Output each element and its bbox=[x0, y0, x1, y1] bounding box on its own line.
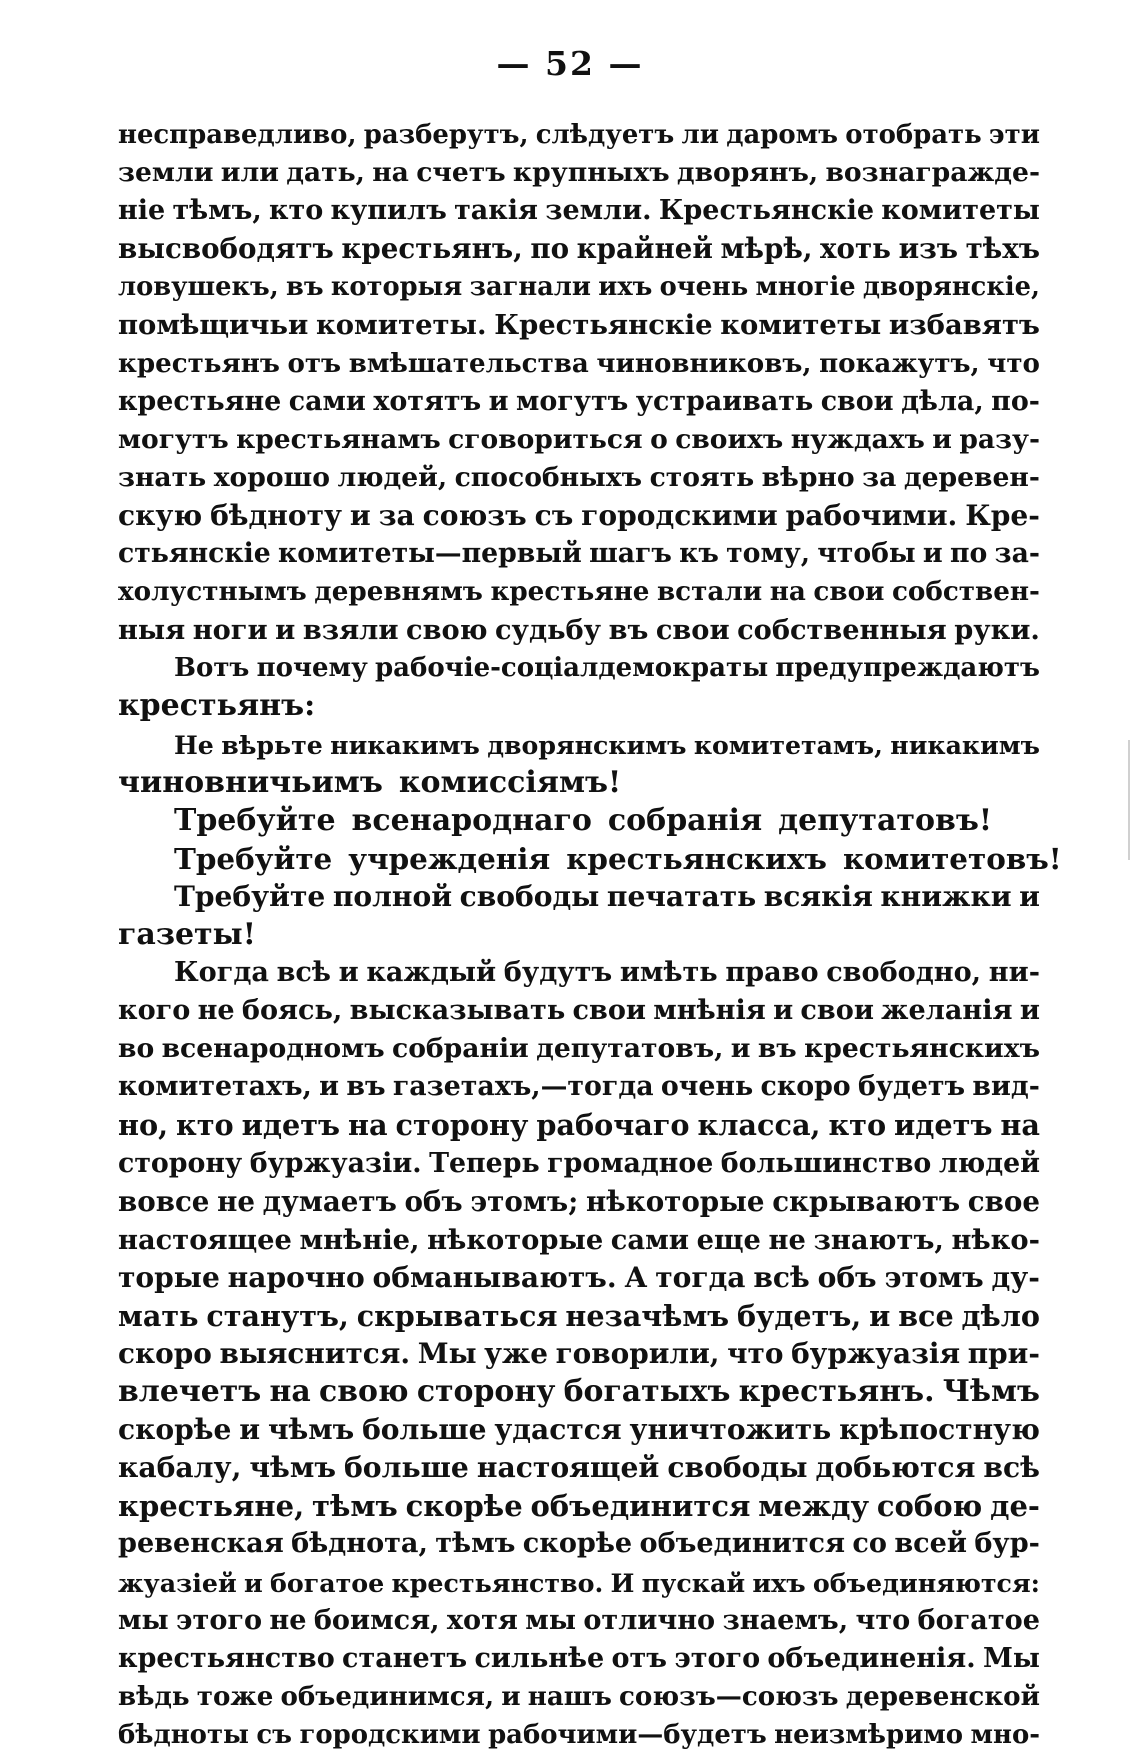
scan-edge-mark bbox=[1128, 740, 1130, 860]
text-line: чиновничьимъ комиссіямъ! bbox=[118, 764, 622, 800]
text-line: Требуйте полной свободы печатать всякія книжки и bbox=[174, 879, 1040, 913]
text-line: крестьянъ отъ вмѣшательства чиновниковъ, покажутъ, что bbox=[118, 347, 1040, 379]
text-line: скорѣе и чѣмъ больше удастся уничтожить крѣпостную bbox=[118, 1413, 1040, 1447]
text-line: Требуйте учрежденія крестьянскихъ комитетовъ! bbox=[174, 840, 1062, 876]
text-line: крестьянъ: bbox=[118, 688, 316, 724]
text-line: скоро выяснится. Мы уже говорили, что буржуазія при- bbox=[118, 1337, 1040, 1370]
text-line: кабалу, чѣмъ больше настоящей свободы добьются всѣ bbox=[118, 1451, 1040, 1485]
text-line: Не вѣрьте никакимъ дворянскимъ комитетамъ, никакимъ bbox=[174, 729, 1040, 760]
text-line: крестьяне, тѣмъ скорѣе объединится между собою де- bbox=[118, 1489, 1040, 1524]
text-line: крестьяне сами хотятъ и могутъ устраивать свои дѣла, по- bbox=[118, 385, 1040, 417]
text-line: земли или дать, на счетъ крупныхъ дворянъ, вознагражде- bbox=[118, 157, 1040, 189]
text-line: во всенародномъ собраніи депутатовъ, и въ крестьянскихъ bbox=[118, 1033, 1040, 1065]
text-line: Требуйте всенароднаго собранія депутатовъ! bbox=[174, 802, 993, 838]
text-line: вовсе не думаетъ объ этомъ; нѣкоторые скрываютъ свое bbox=[118, 1184, 1040, 1218]
text-line: знать хорошо людей, способныхъ стоять вѣрно за деревен- bbox=[118, 461, 1040, 493]
text-line: ніе тѣмъ, кто купилъ такія земли. Крестьянскіе комитеты bbox=[118, 195, 1040, 227]
text-line: стьянскіе комитеты—первый шагъ къ тому, чтобы и по за- bbox=[118, 538, 1040, 570]
text-line: сторону буржуазіи. Теперь громадное большинство людей bbox=[118, 1147, 1040, 1179]
text-line: торые нарочно обманываютъ. А тогда всѣ объ этомъ ду- bbox=[118, 1260, 1040, 1294]
text-line: бѣдноты съ городскими рабочими—будетъ неизмѣримо мно- bbox=[118, 1719, 1040, 1750]
text-line: жуазіей и богатое крестьянство. И пускай ихъ объединяются: bbox=[118, 1567, 1040, 1598]
text-line: могутъ крестьянамъ сговориться о своихъ нуждахъ и разу- bbox=[118, 423, 1040, 455]
text-line: ловушекъ, въ которыя загнали ихъ очень многіе дворянскіе, bbox=[118, 272, 1040, 303]
text-line: вѣдь тоже объединимся, и нашъ союзъ—союзъ деревенской bbox=[118, 1680, 1040, 1712]
text-line: ревенская бѣднота, тѣмъ скорѣе объединится со всей бур- bbox=[118, 1528, 1040, 1560]
page-number: — 52 — bbox=[496, 44, 644, 83]
text-line: высвободятъ крестьянъ, по крайней мѣрѣ, хоть изъ тѣхъ bbox=[118, 232, 1040, 266]
text-line: но, кто идетъ на сторону рабочаго класса, кто идетъ на bbox=[118, 1108, 1040, 1143]
text-line: крестьянство станетъ сильнѣе отъ этого объединенія. Мы bbox=[118, 1642, 1040, 1674]
text-line: влечетъ на свою сторону богатыхъ крестьянъ. Чѣмъ bbox=[118, 1374, 1040, 1410]
text-line: комитетахъ, и въ газетахъ,—тогда очень скоро будетъ вид- bbox=[118, 1071, 1040, 1103]
text-line: несправедливо, разберутъ, слѣдуетъ ли даромъ отобрать эти bbox=[118, 120, 1040, 150]
text-line: скую бѣдноту и за союзъ съ городскими рабочими. Кре- bbox=[118, 498, 1040, 532]
text-line: помѣщичьи комитеты. Крестьянскіе комитеты избавятъ bbox=[118, 309, 1040, 342]
text-line: мать станутъ, скрываться незачѣмъ будетъ, и все дѣло bbox=[118, 1298, 1040, 1333]
text-line: настоящее мнѣніе, нѣкоторые сами еще не знаютъ, нѣко- bbox=[118, 1223, 1040, 1256]
text-line: холустнымъ деревнямъ крестьяне встали на свои собствен- bbox=[118, 576, 1040, 608]
body-text bbox=[118, 116, 1062, 1754]
text-line: кого не боясь, высказывать свои мнѣнія и свои желанія и bbox=[118, 995, 1040, 1027]
text-line: Когда всѣ и каждый будутъ имѣть право свободно, ни- bbox=[174, 957, 1040, 989]
text-line: мы этого не боимся, хотя мы отлично знаемъ, что богатое bbox=[118, 1604, 1040, 1636]
text-line: ныя ноги и взяли свою судьбу въ свои собственныя руки. bbox=[118, 614, 1040, 647]
text-line: газеты! bbox=[118, 916, 256, 952]
text-line: Вотъ почему рабочіе-соціалдемократы предупреждаютъ bbox=[174, 653, 1040, 684]
